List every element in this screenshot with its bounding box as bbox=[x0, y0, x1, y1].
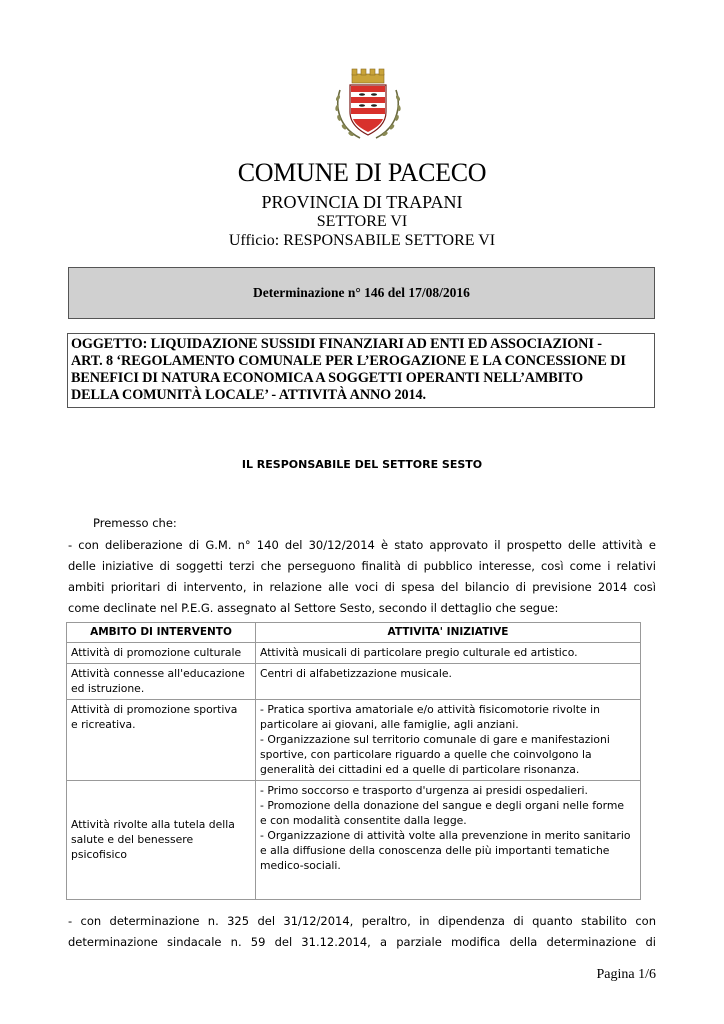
cell-ambito: Attività di promozione sportiva e ricreativa. bbox=[67, 700, 256, 781]
cell-attivita: - Primo soccorso e trasporto d'urgenza ai presidi ospedalieri. - Promozione della donazione del sangue e degli organi nelle forme e con modalità consentite dalla legge. - Organizzazione di attività volte alla prevenzione in merito sanitario e alla diffusione della conoscenza delle più importanti tematiche medico-sociali. bbox=[256, 781, 641, 900]
subject-line: ART. 8 ‘REGOLAMENTO COMUNALE PER L’EROGAZIONE E LA CONCESSIONE DI bbox=[71, 353, 626, 369]
cell-attivita: - Pratica sportiva amatoriale e/o attività fisicomotorie rivolte in particolare ai giovani, alle famiglie, agli anziani. - Organizzazione sul territorio comunale di gare e manifestazioni sportive, con particolare riguardo a quelle che coinvolgono la generalità dei cittadini ed a quelle di particolare risonanza. bbox=[256, 700, 641, 781]
premesso-label: Premesso che: bbox=[93, 516, 177, 530]
sector-name: SETTORE VI bbox=[316, 213, 408, 230]
subject-box bbox=[67, 333, 655, 408]
province-name: PROVINCIA DI TRAPANI bbox=[261, 192, 463, 212]
paragraph-line: come declinate nel P.E.G. assegnato al Settore Sesto, secondo il dettaglio che segue: bbox=[68, 601, 559, 615]
cell-ambito: Attività di promozione culturale bbox=[67, 643, 256, 664]
determination-label: Determinazione n° 146 del 17/08/2016 bbox=[253, 285, 470, 300]
table-row bbox=[67, 700, 641, 781]
activities-table bbox=[66, 622, 641, 900]
paragraph-line: - con deliberazione di G.M. n° 140 del 30/12/2014 è stato approvato il prospetto delle attività e bbox=[68, 538, 656, 552]
subject-line: OGGETTO: LIQUIDAZIONE SUSSIDI FINANZIARI AD ENTI ED ASSOCIAZIONI - bbox=[71, 336, 602, 352]
table-row bbox=[67, 781, 641, 900]
municipal-crest-icon bbox=[332, 68, 404, 142]
page-number: Pagina 1/6 bbox=[596, 967, 656, 982]
subject-text bbox=[71, 336, 654, 404]
paragraph-determination bbox=[68, 911, 656, 953]
table-row bbox=[67, 643, 641, 664]
cell-ambito: Attività rivolte alla tutela della salute e del benessere psicofisico bbox=[67, 781, 256, 900]
column-header-ambito: AMBITO DI INTERVENTO bbox=[67, 623, 256, 643]
paragraph-deliberation bbox=[68, 535, 656, 619]
paragraph-line: determinazione sindacale n. 59 del 31.12.2014, a parziale modifica della determinazione di bbox=[68, 935, 656, 949]
section-heading: IL RESPONSABILE DEL SETTORE SESTO bbox=[241, 458, 483, 471]
paragraph-line: - con determinazione n. 325 del 31/12/2014, peraltro, in dipendenza di quanto stabilito con bbox=[68, 914, 656, 928]
column-header-attivita: ATTIVITA' INIZIATIVE bbox=[256, 623, 641, 643]
cell-attivita: Centri di alfabetizzazione musicale. bbox=[256, 664, 641, 700]
paragraph-line: delle iniziative di soggetti terzi che perseguono finalità di pubblico interesse, così come i relativi bbox=[68, 559, 656, 573]
determination-box bbox=[68, 267, 655, 319]
paragraph-line: ambiti prioritari di intervento, in relazione alle voci di spesa del bilancio di previsione 2014 così bbox=[68, 580, 656, 594]
office-name: Ufficio: RESPONSABILE SETTORE VI bbox=[228, 232, 496, 249]
subject-line: BENEFICI DI NATURA ECONOMICA A SOGGETTI OPERANTI NELL’AMBITO bbox=[71, 370, 584, 386]
cell-attivita: Attività musicali di particolare pregio culturale ed artistico. bbox=[256, 643, 641, 664]
municipality-title: COMUNE DI PACECO bbox=[237, 158, 487, 187]
cell-ambito: Attività connesse all'educazione ed istruzione. bbox=[67, 664, 256, 700]
coat-of-arms-icon bbox=[332, 68, 404, 142]
subject-line: DELLA COMUNITÀ LOCALE’ - ATTIVITÀ ANNO 2014. bbox=[71, 387, 426, 403]
table-row bbox=[67, 664, 641, 700]
table-header-row bbox=[67, 623, 641, 643]
